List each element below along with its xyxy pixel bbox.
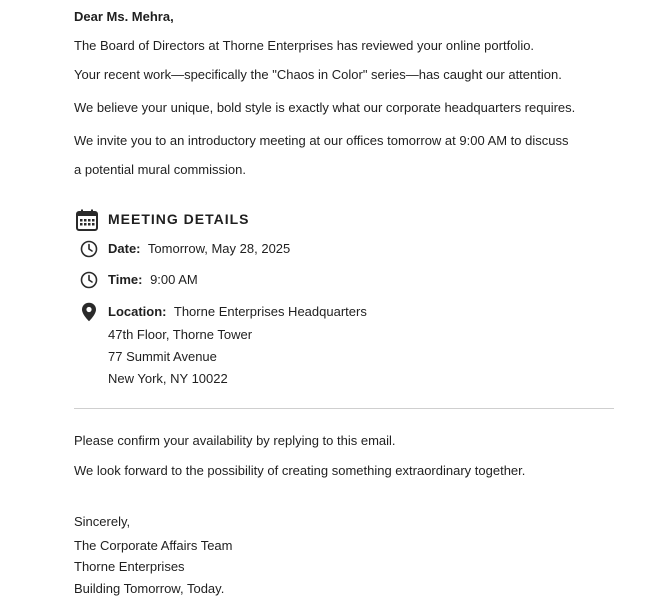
meeting-time: [108, 272, 198, 288]
closing-line-1: Please confirm your availability by replying to this email.: [74, 433, 396, 448]
paragraph-4-line-2: a potential mural commission.: [74, 162, 246, 177]
meeting-date: [108, 241, 290, 257]
signature-line-2: Thorne Enterprises: [74, 559, 185, 574]
clock-icon: [80, 240, 98, 263]
paragraph-3: We believe your unique, bold style is exactly what our corporate headquarters requires.: [74, 100, 576, 115]
signature-line-3: Building Tomorrow, Today.: [74, 581, 225, 596]
greeting: Dear Ms. Mehra,: [74, 9, 174, 24]
time-label: Time:: [108, 272, 143, 287]
location-line-1: Thorne Enterprises Headquarters: [173, 304, 367, 319]
location-line-2: 47th Floor, Thorne Tower: [108, 327, 253, 342]
signature-line-1: The Corporate Affairs Team: [74, 538, 233, 553]
date-value: Tomorrow, May 28, 2025: [147, 241, 291, 256]
date-label: Date:: [108, 241, 141, 256]
meeting-location: [108, 304, 367, 320]
divider: [74, 408, 614, 409]
location-line-3: 77 Summit Avenue: [108, 349, 217, 364]
paragraph-4-line-1: We invite you to an introductory meeting at our offices tomorrow at 9:00 AM to discuss: [74, 133, 569, 148]
location-label: Location:: [108, 304, 167, 319]
map-pin-icon: [81, 302, 97, 327]
calendar-icon: [75, 208, 99, 237]
time-value: 9:00 AM: [150, 272, 198, 287]
signoff: Sincerely,: [74, 514, 131, 529]
closing-line-2: We look forward to the possibility of creating something extraordinary together.: [74, 463, 526, 478]
meeting-details-heading: MEETING DETAILS: [108, 211, 250, 227]
clock-icon: [80, 271, 98, 294]
paragraph-2: Your recent work—specifically the "Chaos in Color" series—has caught our attention.: [74, 67, 562, 82]
paragraph-1: The Board of Directors at Thorne Enterprises has reviewed your online portfolio.: [74, 38, 535, 53]
location-line-4: New York, NY 10022: [108, 371, 228, 386]
